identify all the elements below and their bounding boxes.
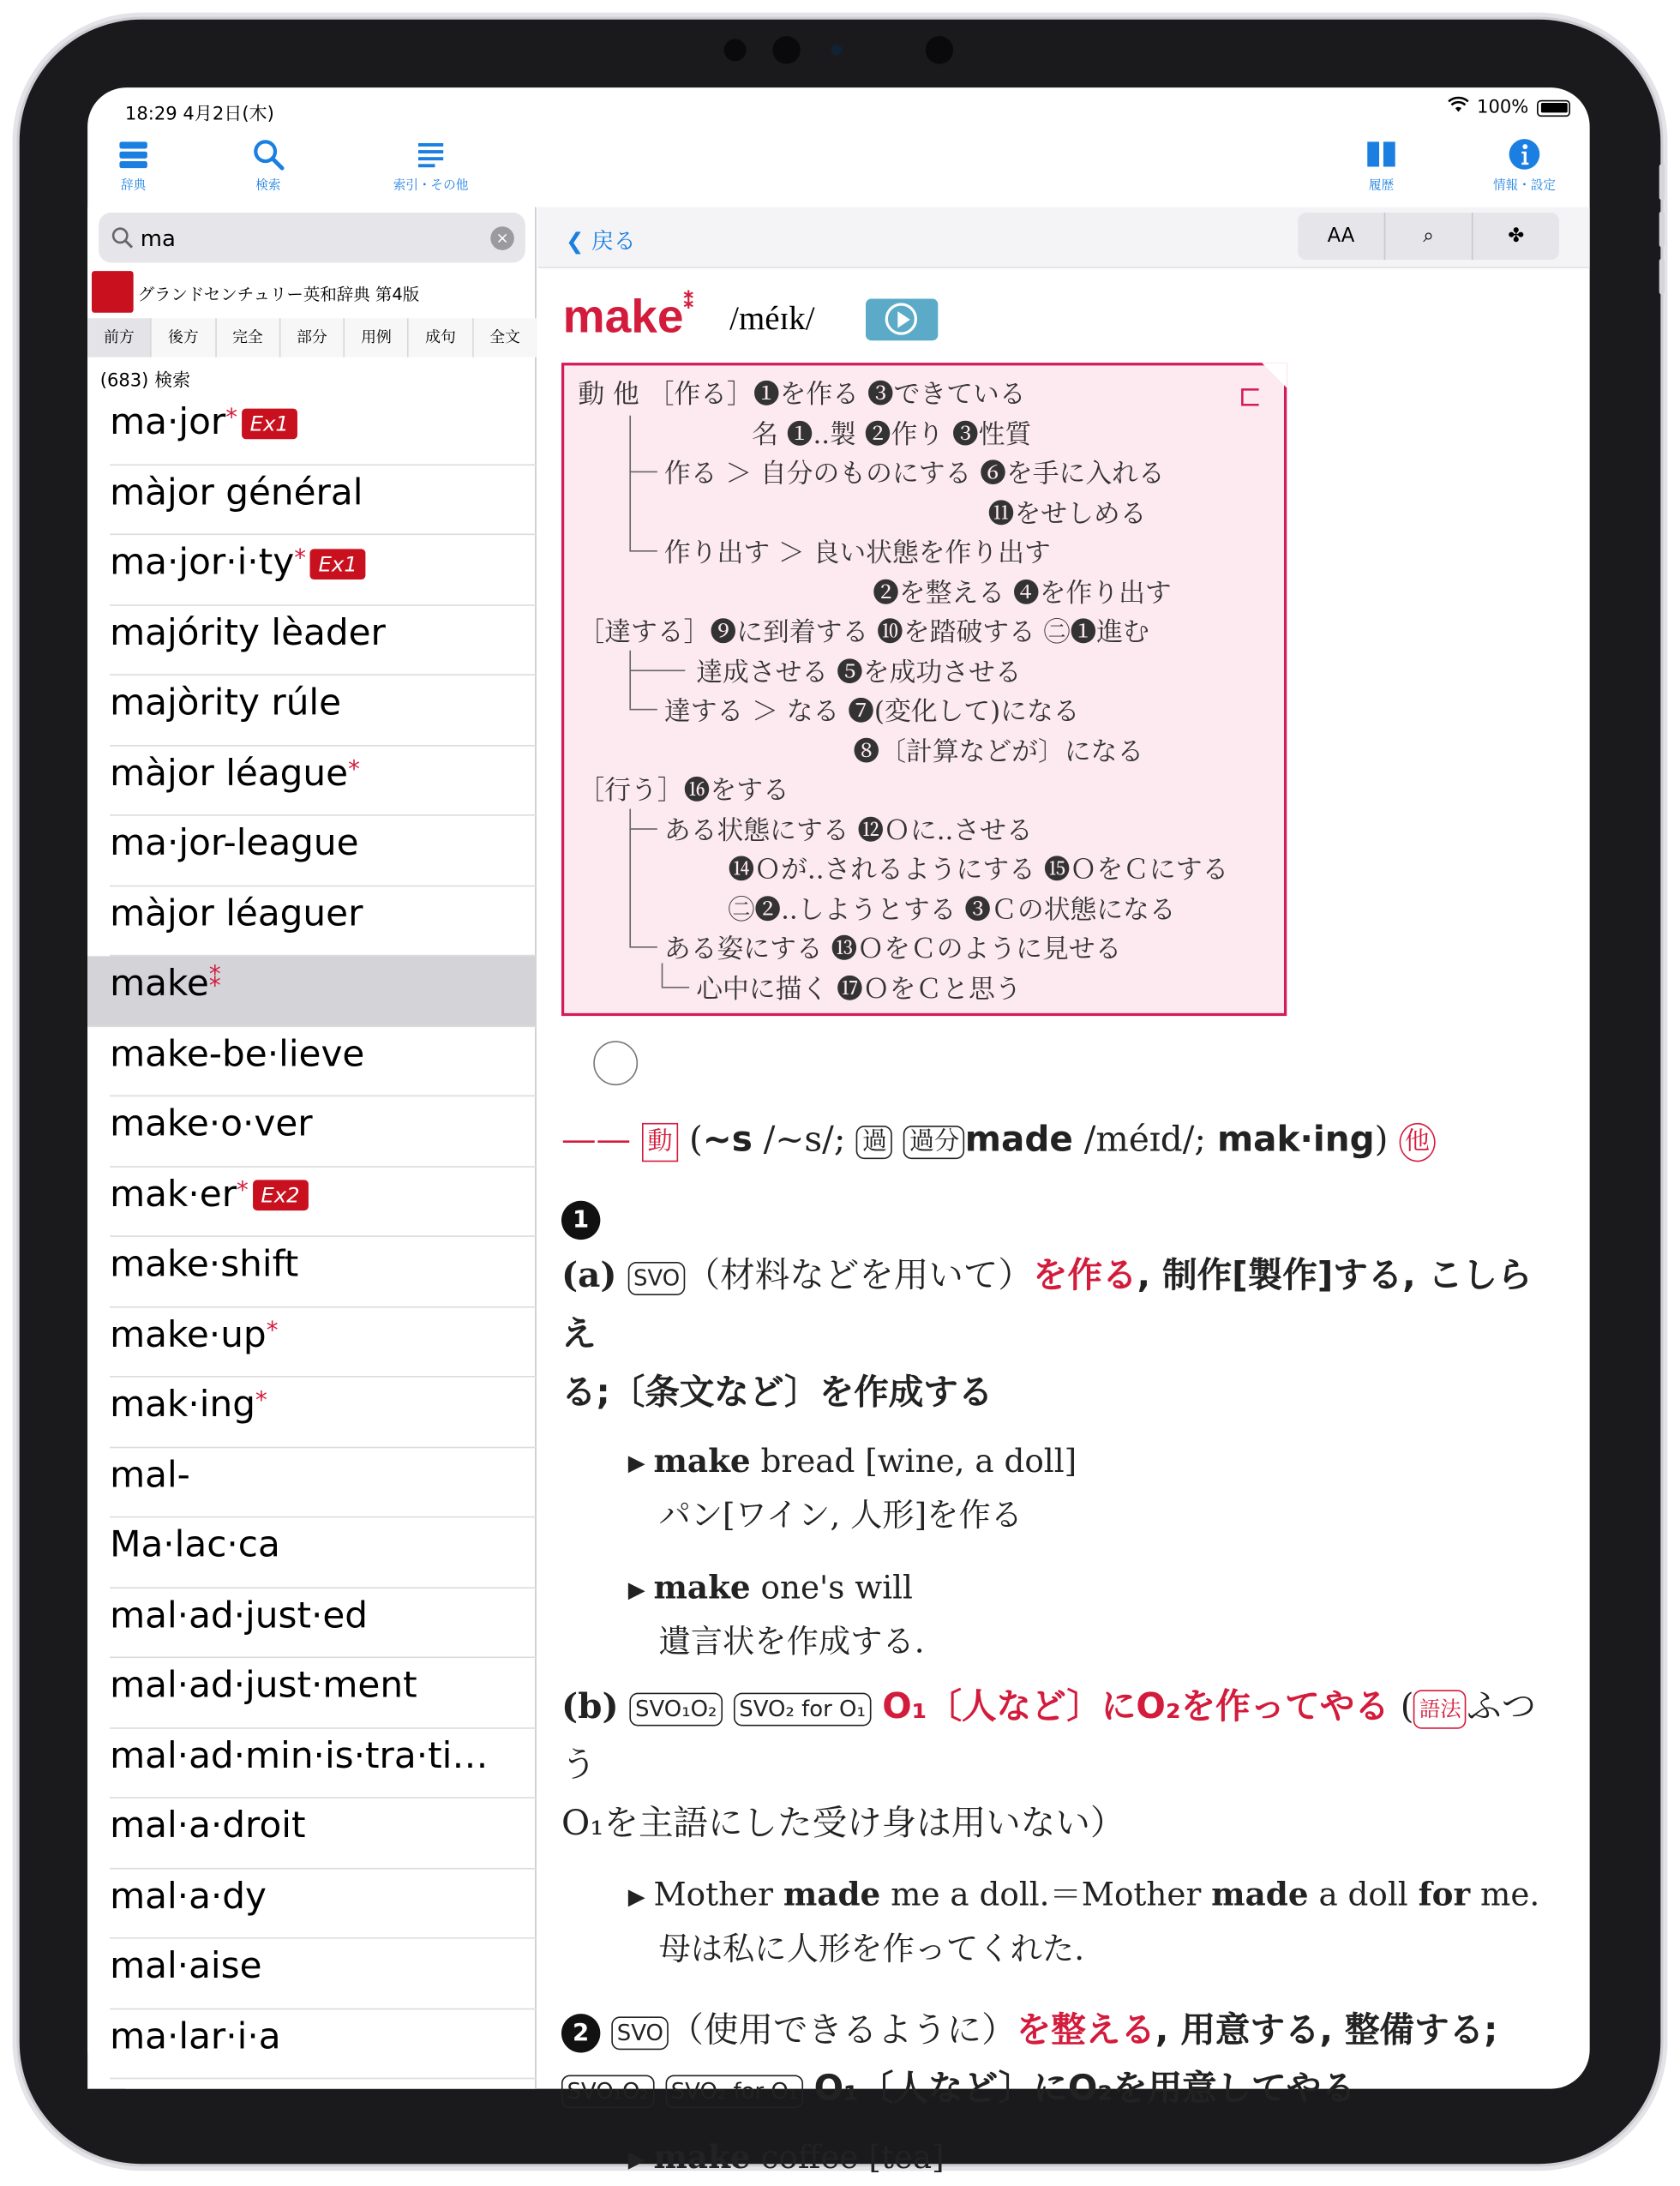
word-list [87,394,537,2088]
volume-down-button [1659,259,1665,295]
level-badge: Ex2 [253,1180,309,1210]
list-item[interactable] [110,1378,537,1448]
list-item-word: ma·lar·i·a [110,2015,281,2058]
search-icon [251,137,285,171]
mode-tab[interactable]: 前方 [87,318,152,357]
list-item-word: make [110,963,209,1006]
list-item-word: màjor léague [110,752,349,795]
battery-icon [1537,99,1570,116]
map-line: ある状態にする ⓬Ｏに..させる [663,815,1033,847]
transitive-label: 他 [1399,1122,1435,1161]
volume-up-button [1659,211,1665,247]
meaning-map [561,363,1287,1016]
map-line: 心中に描く ⓱ＯをＣと思う [696,974,1022,1006]
example-en: me a doll.＝Mother [880,1877,1212,1914]
list-item-word: mal·aise [110,1945,262,1988]
tree-line [629,946,657,948]
magnifier-icon [111,226,134,249]
tree-line [629,709,657,711]
list-item-word: majórity lèader [110,612,386,654]
list-item[interactable] [110,1096,537,1167]
pronunciation: /méɪk/ [729,301,815,338]
list-item[interactable] [110,2009,537,2079]
pattern-box: SVO₂ for O₁ [734,1692,872,1726]
tree-line [629,550,657,552]
camera-sensor [831,45,842,56]
headword [563,291,693,345]
more-button[interactable] [1473,213,1559,260]
importance-mark: ⁑ [208,965,221,994]
dictionary-selector[interactable] [87,271,537,313]
list-item-word: ma·jor·i·ty [110,542,295,584]
importance-mark: * [237,1176,249,1204]
map-line: ⓮Ｏが..されるようにする ⓯ＯをＣにする [728,855,1229,886]
search-query: ma [140,225,176,252]
list-item-word: make·o·ver [110,1103,313,1145]
sense-label: (a) [561,1254,617,1295]
pattern-box: SVO₁O₂ [630,1692,723,1726]
example-en: bread [wine, a doll] [750,1444,1077,1480]
example-en: one's will [750,1570,913,1607]
history-label: 履歴 [1368,179,1395,194]
tree-line [662,987,689,988]
sense-number: 1 [561,1200,600,1239]
arrow-icon: ▶ [627,1449,645,1476]
importance-mark: * [266,1317,279,1345]
mode-tab[interactable]: 成句 [409,318,473,357]
list-item-word: make·shift [110,1243,299,1286]
sense-1-number [561,1188,1562,1246]
entry-pane [537,207,1589,2177]
play-audio-button[interactable] [866,299,938,341]
example [628,1870,1562,1977]
list-item-word: mal·ad·just·ed [110,1594,369,1636]
inflection-s: ~s [702,1119,753,1160]
list-item-word: màjor léaguer [110,892,363,935]
screen [87,87,1590,2177]
list-item[interactable] [110,1237,537,1307]
mode-tab[interactable]: 後方 [152,318,216,357]
map-line: 名 ❶..製 ❷作り ❸性質 [752,419,1032,451]
map-line: ❷を整える ❹を作り出す [873,578,1172,610]
list-item[interactable] [110,1588,537,1658]
list-item[interactable] [110,816,537,886]
wifi-icon [1448,97,1468,117]
example-ja: 遺言状を作成する. [658,1624,925,1661]
info-label: 情報・設定 [1492,179,1556,194]
list-item[interactable] [110,1869,537,1939]
list-item-word: mak·er [110,1174,237,1216]
example-ja: パン[ワイン, 人形]を作る [658,1498,1023,1534]
level-badge: Ex1 [242,408,297,439]
mode-tab[interactable]: 完全 [216,318,280,357]
past-form: made [964,1119,1073,1160]
list-item[interactable] [110,1728,537,1799]
find-in-page-icon: ⌕ [1423,225,1434,248]
list-item[interactable] [87,956,537,1026]
map-line: ❽〔計算などが〕になる [853,736,1144,767]
list-item-word: make-be·lieve [110,1033,365,1075]
tree-line [662,963,663,987]
open-book-icon [1365,137,1398,171]
list-item[interactable] [110,1799,537,1869]
status-bar [87,87,1590,129]
dictionary-name: グランドセンチュリー英和辞典 第4版 [137,285,420,305]
list-item-word: majòrity rúle [110,682,342,724]
find-in-page-button[interactable] [1385,213,1473,260]
back-label: 戻る [591,227,636,255]
map-line: ［行う］⓰をする [578,775,789,807]
sense-gloss: O₁〔人など〕にO₂を用意してやる [813,2068,1356,2109]
pos-label: 動 [642,1122,678,1161]
sense-note: （材料などを用いて） [685,1254,1033,1295]
search-mode-tabs [87,318,537,357]
list-item[interactable] [110,465,537,535]
list-item-word: make·up [110,1313,267,1356]
dictionary-logo [92,271,134,313]
sense-gloss: O₁〔人など〕にO₂を作ってやる [882,1685,1389,1727]
status-right [1448,97,1570,117]
map-line: ⓫をせしめる [987,499,1147,530]
list-item[interactable] [110,1447,537,1517]
clear-search-icon[interactable]: × [490,226,514,250]
map-line: 作り出す ＞ 良い状態を作り出す [663,537,1051,569]
list-item-word: mal·a·droit [110,1805,306,1847]
past-label: 過 [856,1125,892,1158]
importance-mark: * [348,755,360,784]
result-count: (683) 検索 [99,370,191,393]
sense-1b: (b) SVO₁O₂ SVO₂ for O₁ O₁〔人など〕にO₂を作ってやる ( 語法 ふつう O₁を主語にした受け身は用いない） [561,1685,1537,1843]
list-item-word: mal·ad·just·ment [110,1665,417,1707]
ing-form: mak·ing [1216,1119,1375,1160]
search-button[interactable] [219,137,316,193]
list-item-word: mal·ad·min·is·tra·ti… [110,1735,489,1777]
dictionary-button[interactable] [85,137,182,193]
list-item-word: ma·jor-league [110,822,359,865]
example-key: made [783,1876,881,1914]
arrow-icon: ▶ [627,1883,645,1910]
map-line: 達する ＞ なる ❼(変化して)になる [663,696,1080,727]
entry-tools [1298,213,1559,260]
camera-flash [926,36,953,63]
chevron-left-icon: ❮ [565,227,591,255]
example-en: a doll [1308,1877,1419,1914]
example-key: for [1418,1876,1471,1914]
list-item-word: màjor général [110,471,363,514]
example-ja: 母は私に人形を作ってくれた. [658,1931,1085,1968]
tree-line [629,828,657,830]
list-item[interactable] [110,605,537,676]
sense-gloss-rest: , 制作[製作]する, こしらえ [561,1254,1533,1354]
example [628,1436,1562,1543]
mode-tab[interactable]: 用例 [345,318,409,357]
list-item[interactable] [110,1939,537,2009]
sidebar [87,207,537,2089]
example-key: make [653,2139,751,2177]
arrow-icon: ▶ [627,1576,645,1603]
list-item[interactable] [110,1307,537,1378]
pattern-box: SVO₁O₂ [561,2075,654,2108]
map-line: ある姿にする ⓭ＯをＣのように見せる [663,934,1122,965]
status-time: 18:29 4月2日(木) [124,104,274,125]
pattern-box: SVO₂ for O₁ [665,2075,803,2108]
search-label: 検索 [255,179,281,194]
list-item[interactable] [110,394,537,465]
arrow-icon: ▶ [627,2146,645,2172]
sense-1a [561,1246,1562,1421]
mode-tab[interactable]: 部分 [280,318,345,357]
sense-gloss-rest: , 用意する, 整備する; [1155,2009,1498,2051]
list-item-word: Ma·lac·ca [110,1524,280,1567]
tree-line [629,670,685,671]
tree-line [629,471,657,473]
pattern-box: SVO [627,1261,685,1294]
sense-gloss: を整える [1016,2009,1155,2051]
list-item[interactable] [110,1167,537,1237]
importance-mark: * [294,544,306,573]
usage-note: ふつう [561,1685,1537,1785]
pos-line: —— 動 (~s /~s/; 過 過分 made /méɪd/; mak·ing) 他 [561,1110,1562,1168]
dictionary-label: 辞典 [121,179,147,194]
example-key: made [1211,1876,1309,1914]
list-item[interactable] [110,535,537,605]
sense-number: 2 [561,2013,600,2051]
list-item-word: mak·ing [110,1384,255,1426]
tree-line [629,416,631,550]
usage-note-2: O₁を主語にした受け身は用いない） [561,1802,1125,1843]
battery-percent: 100% [1477,97,1529,118]
list-item[interactable] [110,746,537,816]
toolbar [87,137,1590,207]
map-line: 動 他 ［作る］❶を作る ❸できている [578,379,1026,411]
index-label: 索引・その他 [393,179,469,194]
list-item-word: ma·jor [110,401,226,444]
importance-mark: * [225,404,237,433]
usage-label: 語法 [1414,1690,1467,1728]
list-item-word: mal·a·dy [110,1875,267,1918]
map-line: 作る ＞ 自分のものにする ❻を手に入れる [663,458,1165,489]
example-key: make [653,1569,751,1607]
list-item[interactable] [110,1517,537,1588]
past-participle-label: 過分 [903,1125,964,1158]
example-key: make [653,1442,751,1480]
entry-body [561,1110,1562,2186]
pos-dash: —— [561,1119,642,1160]
list-item[interactable] [110,886,537,957]
camera-lens [772,36,800,63]
info-button[interactable] [1476,137,1573,193]
sense-gloss-rest-2: る;〔条文など〕を作成する [561,1372,993,1413]
headword-mark: ⁑ [683,290,693,313]
level-badge: Ex1 [310,549,366,580]
font-size-button[interactable] [1298,213,1385,260]
info-icon [1508,137,1541,171]
list-item[interactable] [110,676,537,746]
map-line: 達成させる ❺を成功させる [696,657,1022,688]
books-icon [117,137,150,171]
map-line: ［達する］❾に到着する ❿を踏破する ㊁❶進む [578,616,1149,648]
tree-line [629,651,631,709]
mode-tab[interactable]: 全文 [473,318,536,357]
importance-mark: * [255,1386,267,1415]
example [628,1562,1562,1669]
headword-text: make [562,290,684,344]
entry-navbar [537,207,1589,268]
inflection-s-pron: /~s/; [763,1119,846,1160]
book-icon[interactable] [593,1041,638,1085]
side-button [1659,164,1665,200]
example-en: coffee [tea] [750,2140,945,2177]
past-form-pron: /méɪd/; [1083,1119,1207,1160]
search-field[interactable] [99,213,525,262]
camera-dot [724,39,747,61]
sense-2 [561,2002,1562,2118]
sense-label: (b) [561,1685,619,1727]
sense-note: （使用できるように） [669,2009,1017,2051]
list-item[interactable] [110,1658,537,1728]
back-button[interactable] [566,224,636,255]
clover-icon: ✤ [1508,225,1525,248]
tree-icon[interactable]: ⊏ [1238,379,1263,413]
list-item-word: mal- [110,1454,190,1497]
list-icon [414,137,447,171]
map-line: ㊁❷..しようとする ❸Ｃの状態になる [728,895,1176,926]
example-en: Mother [653,1877,783,1914]
example-en: me. [1470,1877,1540,1914]
example [628,2132,1562,2186]
font-size-icon: AA [1327,225,1355,248]
pattern-box: SVO [611,2016,669,2050]
list-item[interactable] [110,1026,537,1096]
sense-gloss: を作る [1032,1254,1137,1295]
index-button[interactable] [382,137,479,193]
history-button[interactable] [1333,137,1430,193]
